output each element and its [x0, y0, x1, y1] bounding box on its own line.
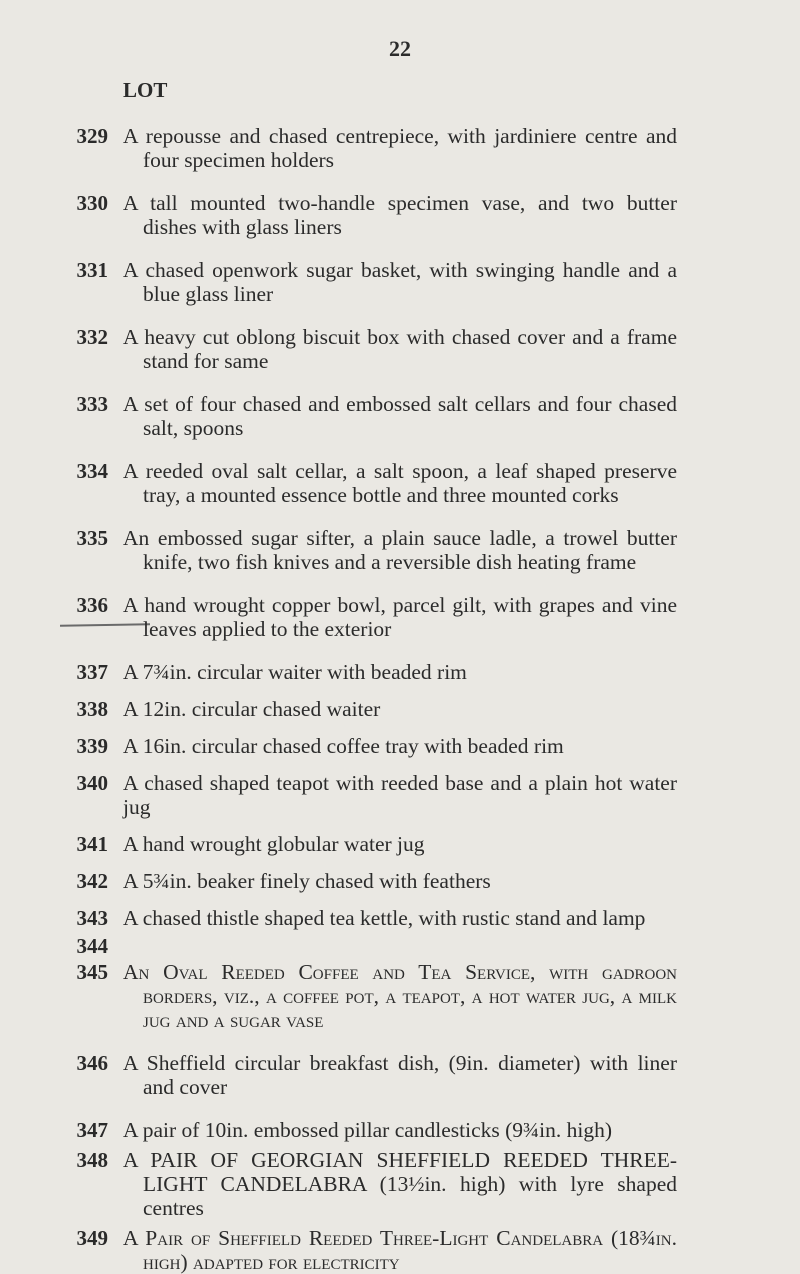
lot-number: 337: [76, 660, 108, 684]
lot-335: [0, 526, 800, 574]
lot-description: An Oval Reeded Coffee and Tea Service, with gadroon borders, viz., a coffee pot, a teapot, a hot water jug, a milk jug and a sugar vase: [123, 960, 677, 1032]
lot-number: 329: [76, 124, 108, 148]
lot-description: A Pair of Sheffield Reeded Three-Light Candelabra (18¾in. high) adapted for electricity: [123, 1226, 677, 1274]
lot-339: [0, 734, 800, 758]
lot-description: A hand wrought globular water jug: [123, 832, 425, 856]
lot-description: A set of four chased and embossed salt cellars and four chased salt, spoons: [123, 392, 677, 440]
lot-number: 339: [76, 734, 108, 758]
lot-number: 340: [76, 771, 108, 795]
lot-description: A chased thistle shaped tea kettle, with rustic stand and lamp: [123, 906, 646, 930]
lot-number: 341: [76, 832, 108, 856]
lot-number: 330: [76, 191, 108, 215]
lot-number: 336: [76, 593, 108, 617]
lot-description: A Sheffield circular breakfast dish, (9in. diameter) with liner and cover: [123, 1051, 677, 1099]
lot-337: [0, 660, 800, 684]
lot-345: [0, 960, 800, 1032]
lot-number: 345: [76, 960, 108, 984]
lot-description: An embossed sugar sifter, a plain sauce ladle, a trowel butter knife, two fish knives and a reversible dish heating frame: [123, 526, 677, 574]
lot-number: 348: [76, 1148, 108, 1172]
lot-343: [0, 906, 800, 930]
lot-number: 344: [76, 934, 108, 958]
lot-number: 343: [76, 906, 108, 930]
lot-description: A repousse and chased centrepiece, with jardiniere centre and four specimen holders: [123, 124, 677, 172]
lot-344: [0, 934, 800, 958]
lot-349: [0, 1226, 800, 1274]
lot-description: A pair of 10in. embossed pillar candlesticks (9¾in. high): [123, 1118, 613, 1142]
lot-number: 349: [76, 1226, 108, 1250]
lot-description: A PAIR OF GEORGIAN SHEFFIELD REEDED THREE-LIGHT CANDELABRA (13½in. high) with lyre shaped centres: [123, 1148, 677, 1220]
lot-description: A 5¾in. beaker finely chased with feathers: [123, 869, 491, 893]
lot-number: 346: [76, 1051, 108, 1075]
lot-description: A heavy cut oblong biscuit box with chased cover and a frame stand for same: [123, 325, 677, 373]
lot-334: [0, 459, 800, 507]
page-number: 22: [389, 36, 411, 61]
lot-331: [0, 258, 800, 306]
lot-341: [0, 832, 800, 856]
lot-332: [0, 325, 800, 373]
lot-338: [0, 697, 800, 721]
lot-number: 335: [76, 526, 108, 550]
lot-description: A 12in. circular chased waiter: [123, 697, 381, 721]
lot-description: A 16in. circular chased coffee tray with beaded rim: [123, 734, 564, 758]
lot-346: [0, 1051, 800, 1099]
lot-329: [0, 124, 800, 172]
lot-number: 347: [76, 1118, 108, 1142]
lot-list: [0, 124, 800, 1274]
lot-description: A reeded oval salt cellar, a salt spoon, a leaf shaped preserve tray, a mounted essence bottle and three mounted corks: [123, 459, 677, 507]
lot-333: [0, 392, 800, 440]
lot-number: 338: [76, 697, 108, 721]
lot-number: 333: [76, 392, 108, 416]
lot-340: [0, 771, 800, 819]
lot-number: 342: [76, 869, 108, 893]
lot-336: [0, 593, 800, 641]
lot-description: A chased openwork sugar basket, with swinging handle and a blue glass liner: [123, 258, 677, 306]
lot-description: A chased shaped teapot with reeded base and a plain hot water jug: [123, 771, 677, 819]
lot-330: [0, 191, 800, 239]
lot-description: A tall mounted two-handle specimen vase, and two butter dishes with glass liners: [123, 191, 677, 239]
lot-description: A hand wrought copper bowl, parcel gilt, with grapes and vine leaves applied to the exterior: [123, 593, 677, 641]
lot-column-header: LOT: [123, 78, 168, 102]
lot-number: 331: [76, 258, 108, 282]
lot-347: [0, 1118, 800, 1142]
lot-348: [0, 1148, 800, 1220]
lot-description: A 7¾in. circular waiter with beaded rim: [123, 660, 467, 684]
lot-342: [0, 869, 800, 893]
lot-number: 332: [76, 325, 108, 349]
lot-number: 334: [76, 459, 108, 483]
